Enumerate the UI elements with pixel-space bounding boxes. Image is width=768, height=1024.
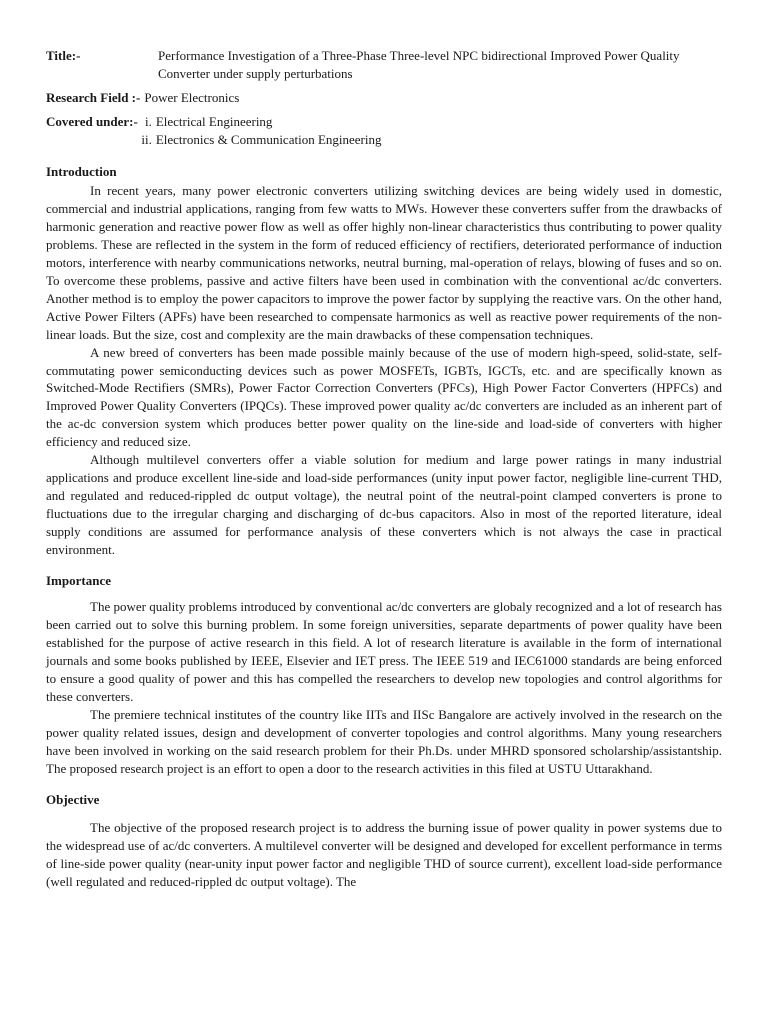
project-title: Performance Investigation of a Three-Phase Three-level NPC bidirectional Improved Power Quality Converter under supply perturbations (158, 48, 680, 81)
covered-item-number: i. (144, 113, 152, 129)
objective-heading: Objective (46, 792, 100, 808)
introduction-paragraph: A new breed of converters has been made possible mainly because of the use of modern high-speed, solid-state, self-commutating power semiconducting devices such as power MOSFETs, IGBTs, IGCTs, etc. and are specifically known as Switched-Mode Rectifiers (SMRs), Power Factor Correction Converters (PFCs), High Power Factor Converters (HPFCs) and Improved Power Quality Converters (IPQCs). These improved power quality ac/dc converters are included as an inherent part of the ac-dc conversion system which produces better power quality on the line-side and load-side of converters with higher efficiency and reduced size. (46, 344, 722, 450)
research-field-row (46, 89, 722, 107)
introduction-heading: Introduction (46, 163, 117, 179)
covered-item-text: Electronics & Communication Engineering (155, 131, 382, 147)
covered-item-text: Electrical Engineering (155, 113, 273, 129)
covered-under-list (142, 113, 382, 149)
covered-item (142, 113, 382, 131)
covered-under-label: Covered under:- (46, 113, 138, 129)
title-row (46, 47, 722, 83)
objective-paragraph: The objective of the proposed research project is to address the burning issue of power quality in power systems due to the widespread use of ac/dc converters. A multilevel converter will be designed and developed for excellent performance in terms of line-side power quality (near-unity input power factor and negligible THD of source current), excellent load-side performance (well regulated and reduced-rippled dc output voltage). The (46, 820, 722, 890)
covered-item (130, 131, 382, 149)
document-page (46, 47, 722, 891)
importance-heading: Importance (46, 573, 111, 589)
introduction-paragraph: Although multilevel converters offer a viable solution for medium and large power ratings in many industrial applications and produce excellent line-side and load-side performances (unity input power factor, negligible line-current THD, and regulated and reduced-rippled dc output voltage), the neutral point of the neutral-point clamped converters is prone to fluctuations due to the irregular charging and discharging of dc-bus capacitors. Also in most of the reported literature, ideal supply conditions are assumed for performance analysis of these converters which is not always the case in practical environment. (46, 452, 722, 557)
covered-under-row (46, 113, 722, 149)
title-label: Title:- (46, 48, 81, 63)
importance-paragraph: The power quality problems introduced by conventional ac/dc converters are globaly recognized and a lot of research has been carried out to solve this burning problem. In some foreign universities, separate departments of power quality have been established for the purpose of active research in this field. A lot of research literature is available in the form of international journals and some books published by IEEE, Elsevier and IET press. The IEEE 519 and IEC61000 standards are being enforced to ensure a good quality of power and this has compelled the researchers to develop new topologies and control algorithms for these converters. (46, 599, 722, 704)
research-field-value: Power Electronics (144, 89, 240, 105)
research-field-label: Research Field :- (46, 89, 141, 105)
covered-item-number: ii. (141, 131, 152, 147)
introduction-paragraph: In recent years, many power electronic converters utilizing switching devices are being widely used in domestic, commercial and industrial applications, ranging from few watts to MWs. However these converters suffer from the drawbacks of harmonic generation and reactive power flow as well as offer highly non-linear characteristics thus contributing to power quality problems. These are reflected in the system in the form of reduced efficiency of rectifiers, deteriorated performance of induction motors, interference with nearby communications networks, neutral burning, mal-operation of relays, blowing of fuses and so on. To overcome these problems, passive and active filters have been used in combination with the conventional ac/dc converters. Another method is to employ the power capacitors to improve the power factor by supplying the reactive vars. On the other hand, Active Power Filters (APFs) have been researched to compensate harmonics as well as reactive power requirements of the non-linear loads. But the size, cost and complexity are the main drawbacks of these compensation techniques. (46, 183, 722, 342)
importance-paragraph: The premiere technical institutes of the country like IITs and IISc Bangalore are actively involved in the research on the power quality related issues, design and development of converter topologies and control algorithms. Many young researchers have been involved in working on the said research problem for their Ph.Ds. under MHRD sponsored scholarship/assistantship. The proposed research project is an effort to open a door to the research activities in this filed at USTU Uttarakhand. (46, 706, 722, 776)
